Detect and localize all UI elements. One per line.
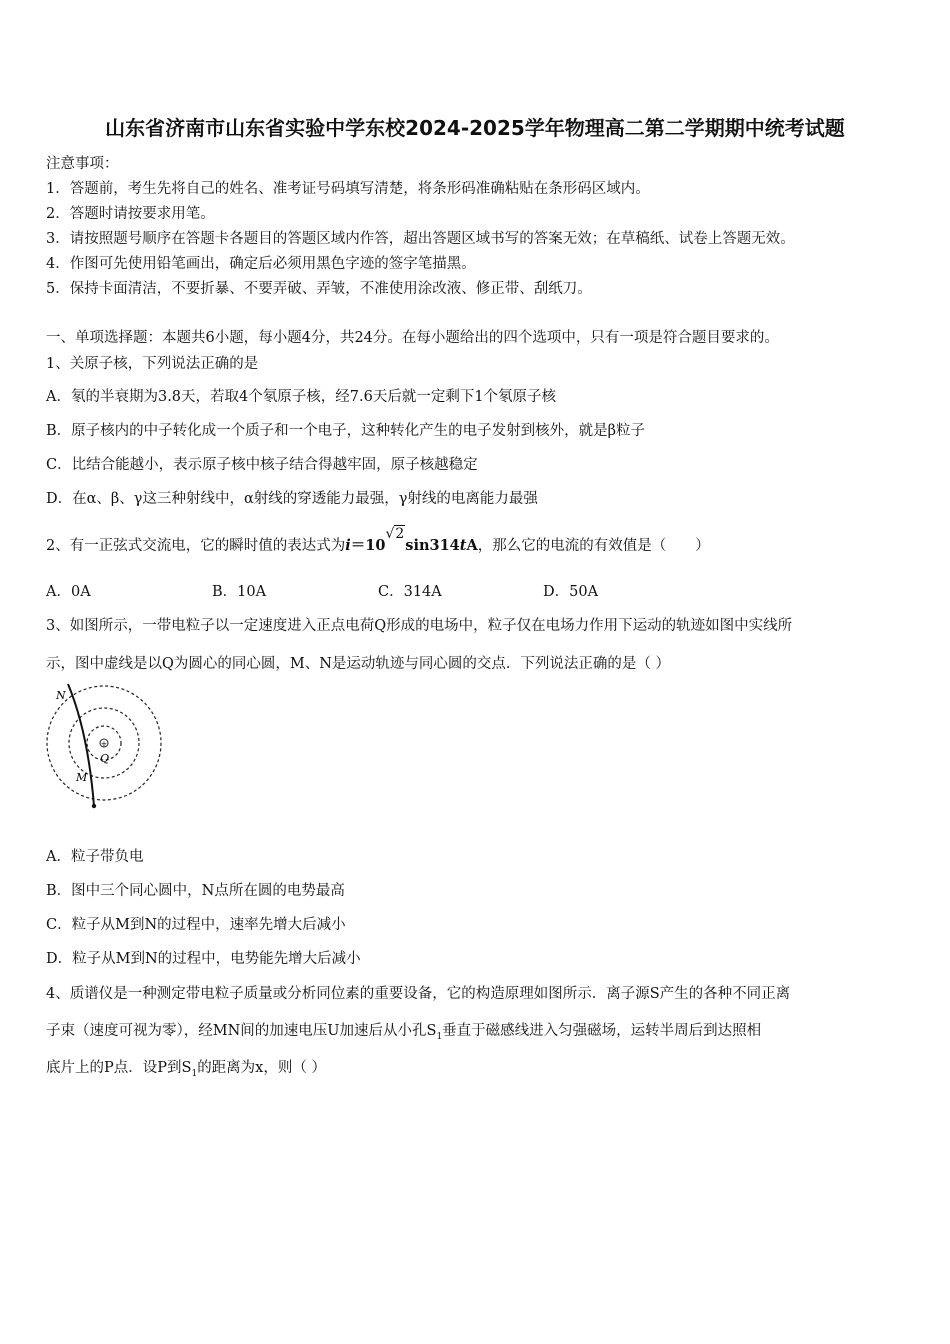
q2-formula-t: t — [459, 537, 467, 554]
notice-heading: 注意事项： — [46, 156, 119, 172]
q3-option-b: B．图中三个同心圆中，N点所在圆的电势最高 — [46, 883, 345, 899]
charge-plus-sign: + — [100, 739, 108, 749]
label-q: Q — [100, 752, 110, 765]
q3-option-d: D．粒子从M到N的过程中，电势能先增大后减小 — [46, 951, 361, 967]
q4-line3-part-a: 底片上的P点．设P到S — [46, 1060, 192, 1076]
q4-line3-subscript: 1 — [191, 1068, 198, 1079]
q3-stem-line1: 3、如图所示，一带电粒子以一定速度进入正点电荷Q形成的电场中，粒子仅在电场力作用下运动的轨迹如图中实线所 — [46, 618, 793, 634]
q2-formula-var: i — [345, 537, 351, 554]
q4-line2-subscript: 1 — [436, 1031, 443, 1042]
q2-formula-radicand: 2 — [395, 526, 405, 542]
q1-option-c: C．比结合能越小，表示原子核中核子结合得越牢固，原子核越稳定 — [46, 457, 478, 473]
q2-stem-prefix: 2、有一正弦式交流电，它的瞬时值的表达式为 — [46, 538, 346, 554]
q4-line2-part-b: 垂直于磁感线进入匀强磁场，运转半周后到达照相 — [442, 1023, 762, 1039]
section-heading: 一、单项选择题：本题共6小题，每小题4分，共24分。在每小题给出的四个选项中，只有一项是符合题目要求的。 — [46, 330, 779, 346]
q3-option-c: C．粒子从M到N的过程中，速率先增大后减小 — [46, 917, 346, 933]
q1-option-a: A．氡的半衰期为3.8天，若取4个氡原子核，经7.6天后就一定剩下1个氡原子核 — [46, 389, 557, 405]
q3-stem-line2: 示，图中虚线是以Q为圆心的同心圆，M、N是运动轨迹与同心圆的交点．下列说法正确的是（ ） — [46, 656, 671, 672]
q4-stem-line3 — [46, 1056, 326, 1079]
q2-option-c: C．314A — [378, 584, 442, 600]
trajectory-endpoint — [92, 804, 96, 808]
notice-item-2: 2．答题时请按要求用笔。 — [46, 206, 215, 222]
notice-item-3: 3．请按照题号顺序在答题卡各题目的答题区域内作答，超出答题区域书写的答案无效；在草稿纸、试卷上答题无效。 — [46, 231, 795, 247]
label-m: M — [76, 771, 88, 784]
sqrt-symbol: √2 — [385, 526, 405, 542]
q2-option-d: D．50A — [543, 584, 599, 600]
q2-formula-eq: ＝10 — [350, 537, 386, 554]
q2-stem — [46, 526, 710, 555]
q1-option-d: D．在α、β、γ这三种射线中，α射线的穿透能力最强，γ射线的电离能力最强 — [46, 491, 538, 507]
notice-item-4: 4．作图可先使用铅笔画出，确定后必须用黑色字迹的签字笔描黑。 — [46, 256, 476, 272]
q1-stem: 1、关原子核，下列说法正确的是 — [46, 356, 259, 372]
notice-item-1: 1．答题前，考生先将自己的姓名、准考证号码填写清楚，将条形码准确粘贴在条形码区域内。 — [46, 181, 650, 197]
exam-title: 山东省济南市山东省实验中学东校2024-2025学年物理高二第二学期期中统考试题 — [105, 116, 845, 140]
q2-stem-suffix: ，那么它的电流的有效值是（ ） — [477, 538, 710, 554]
particle-trajectory — [68, 684, 94, 806]
q3-option-a: A．粒子带负电 — [46, 849, 144, 865]
label-n: N — [56, 689, 66, 702]
q3-figure-electric-field — [44, 682, 166, 812]
q4-line3-part-b: 的距离为x，则（ ） — [197, 1060, 326, 1076]
q2-formula-rest: sin314 — [405, 537, 460, 554]
q2-option-b: B．10A — [212, 584, 267, 600]
q4-line2-part-a: 子束（速度可视为零），经MN间的加速电压U加速后从小孔S — [46, 1023, 437, 1039]
q2-option-a: A．0A — [46, 584, 91, 600]
q4-stem-line2 — [46, 1019, 761, 1042]
q2-formula-unit: A — [466, 537, 478, 554]
q1-option-b: B．原子核内的中子转化成一个质子和一个电子，这种转化产生的电子发射到核外，就是β粒子 — [46, 423, 646, 439]
q4-stem-line1: 4、质谱仪是一种测定带电粒子质量或分析同位素的重要设备，它的构造原理如图所示．离子源S产生的各种不同正离 — [46, 986, 791, 1002]
notice-item-5: 5．保持卡面清洁，不要折暴、不要弄破、弄皱，不准使用涂改液、修正带、刮纸刀。 — [46, 281, 592, 297]
